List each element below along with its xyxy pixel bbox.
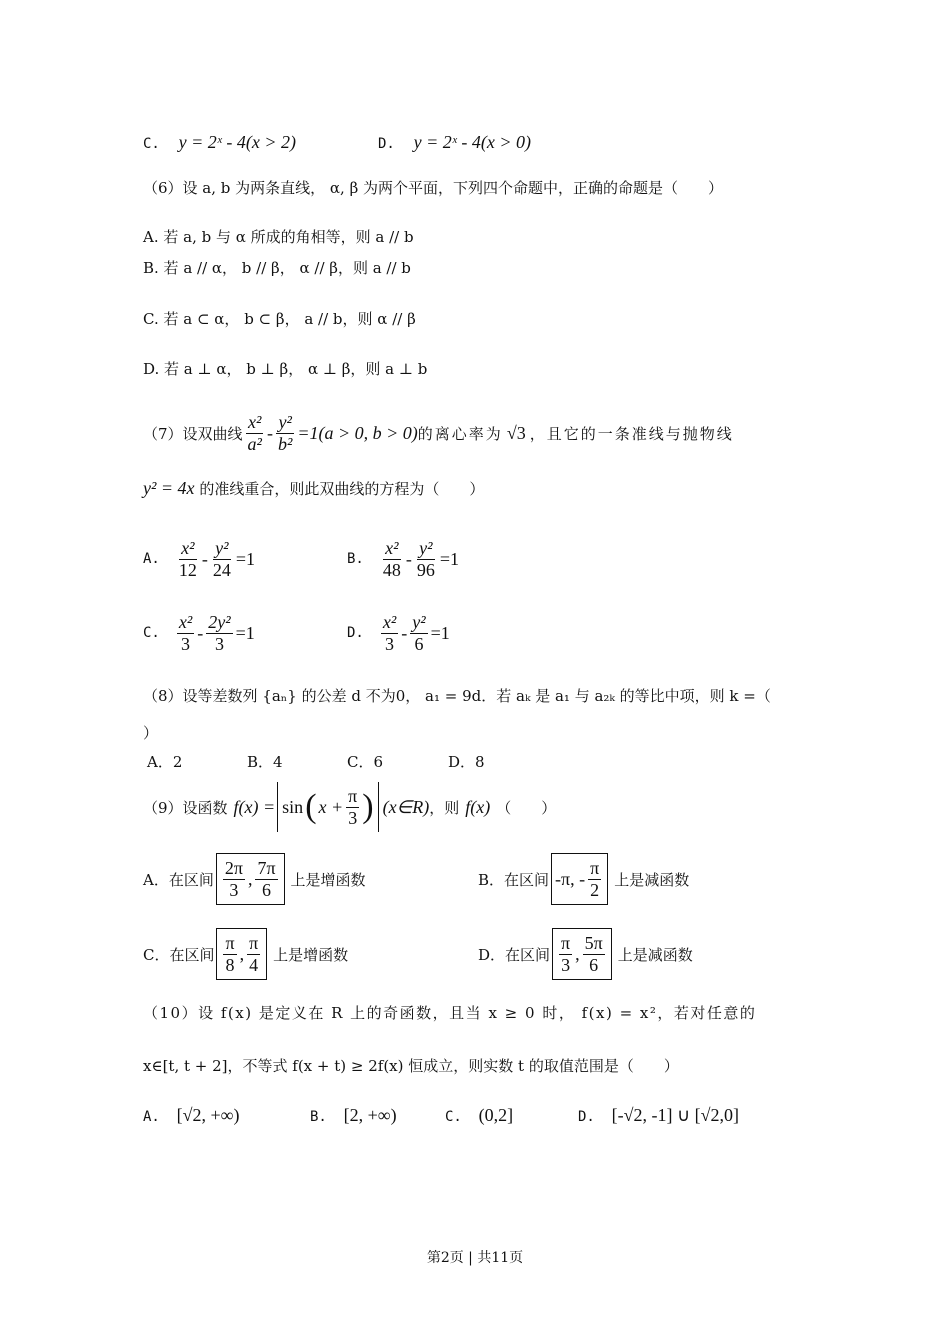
q8-option-d: D．8 <box>448 753 485 771</box>
numerator: y² <box>215 538 229 558</box>
fraction <box>381 538 403 580</box>
fraction <box>415 538 437 580</box>
fraction <box>255 858 277 900</box>
option-label: B．在区间 <box>478 870 550 889</box>
denominator: 2 <box>590 879 600 900</box>
minus-sign: - <box>201 548 208 569</box>
denominator: 3 <box>348 807 358 828</box>
q8-option-c: C．6 <box>347 753 384 771</box>
denominator: 4 <box>249 954 259 975</box>
numerator: x² <box>382 612 397 632</box>
numerator: x² <box>178 612 193 632</box>
numerator: π <box>561 932 571 953</box>
fraction <box>346 786 359 828</box>
denominator: 3 <box>385 633 395 654</box>
sin-label: sin <box>282 796 304 817</box>
fraction <box>410 612 427 654</box>
q7-stem-suffix: ，且它的一条准线与抛物线 <box>529 424 734 443</box>
fraction <box>588 858 601 900</box>
denominator: 6 <box>414 633 424 654</box>
option-label: C．在区间 <box>143 945 215 964</box>
option-expression: y = 2ˣ - 4(x > 2) <box>178 132 296 152</box>
q7-fraction-y <box>276 412 294 454</box>
option-label: B. <box>310 1109 327 1125</box>
minus-sign: - <box>266 422 273 443</box>
option-label: D．在区间 <box>478 945 551 964</box>
q9-then: ，则 <box>429 798 460 817</box>
option-tail: 上是减函数 <box>617 945 693 964</box>
q7-option-b <box>347 538 459 580</box>
q8-option-a: A．2 <box>147 753 183 771</box>
fraction <box>223 858 245 900</box>
numerator: 5π <box>584 932 603 953</box>
q8-stem: （8）设等差数列 {aₙ} 的公差 d 不为0， a₁ = 9d．若 aₖ 是 a₁ 与 a₂ₖ 的等比中项，则 k =（ <box>143 687 771 705</box>
numerator: 2π <box>224 857 243 878</box>
equals-one: =1 <box>430 622 450 643</box>
denominator: 8 <box>225 954 235 975</box>
q10-option-b <box>310 1105 397 1126</box>
q5-option-d <box>378 132 531 153</box>
left-paren: ( <box>305 788 317 825</box>
denominator: 48 <box>382 559 401 580</box>
option-label: D. <box>578 1109 595 1125</box>
comma: , <box>239 943 245 964</box>
q9-option-a <box>143 852 366 906</box>
numerator: π <box>590 857 600 878</box>
page-footer: 第2页 | 共11页 <box>426 1250 524 1266</box>
numerator: π <box>249 932 259 953</box>
q9-option-c <box>143 927 348 981</box>
numerator: π <box>225 932 235 953</box>
numerator: y² <box>278 411 292 432</box>
option-label: C. <box>143 625 160 642</box>
denominator: b² <box>277 433 293 454</box>
comma: , <box>575 943 580 964</box>
q8-stem-close: ） <box>143 724 159 742</box>
option-tail: 上是减函数 <box>614 870 690 889</box>
q9-option-d <box>478 927 693 981</box>
minus-sign: - <box>197 622 204 643</box>
numerator: x² <box>248 411 262 432</box>
closed-interval <box>216 853 285 905</box>
x-plus: x + <box>318 796 344 817</box>
q7-stem <box>143 408 734 458</box>
denominator: 24 <box>212 559 231 580</box>
numerator: y² <box>419 538 433 558</box>
minus-sign: - <box>405 548 412 569</box>
q6-option-d: D. 若 a ⊥ α， b ⊥ β， α ⊥ β，则 a ⊥ b <box>143 360 428 378</box>
denominator: 3 <box>561 954 571 975</box>
fraction <box>211 538 233 580</box>
denominator: 6 <box>261 879 271 900</box>
sqrt-three: √3 <box>506 422 526 443</box>
numerator: x² <box>385 538 399 558</box>
denominator: 3 <box>229 879 239 900</box>
denominator: 3 <box>214 633 224 654</box>
q6-stem: （6）设 a, b 为两条直线， α, β 为两个平面，下列四个命题中，正确的命题是（ ） <box>143 179 724 197</box>
answer-blank: （ ） <box>496 798 557 817</box>
option-label: C. <box>445 1109 462 1125</box>
closed-interval <box>552 928 612 980</box>
option-label: A. <box>143 1109 160 1125</box>
denominator: 3 <box>181 633 191 654</box>
option-label: C. <box>143 136 160 152</box>
equals-one: =1 <box>439 548 460 569</box>
denominator: 12 <box>178 559 197 580</box>
q7-option-d <box>347 612 450 654</box>
denominator: 96 <box>416 559 435 580</box>
q10-option-a <box>143 1105 240 1126</box>
option-label: B. <box>347 551 364 568</box>
closed-interval <box>216 928 267 980</box>
option-expression: y = 2ˣ - 4(x > 0) <box>413 132 531 152</box>
q5-option-c <box>143 132 296 153</box>
denominator: 6 <box>589 954 599 975</box>
option-expression: [2, +∞) <box>343 1105 397 1125</box>
comma: , <box>247 868 253 889</box>
q6-option-c: C. 若 a ⊂ α， b ⊂ β， a // b，则 α // β <box>143 310 416 328</box>
interval-lead: -π, - <box>555 868 586 889</box>
fraction <box>583 933 605 975</box>
option-expression: [√2, +∞) <box>176 1105 240 1125</box>
q7-fraction-x <box>246 412 264 454</box>
function-ref: f(x) <box>465 796 491 817</box>
equals-one: =1 <box>235 622 255 643</box>
numerator: 7π <box>257 857 276 878</box>
q7-stem-line2 <box>143 478 484 499</box>
equals-one: =1 <box>235 548 256 569</box>
fraction <box>247 933 260 975</box>
option-expression: [-√2, -1] ∪ [√2,0] <box>611 1105 740 1125</box>
q9-option-b <box>478 852 689 906</box>
q7-option-a <box>143 538 255 580</box>
minus-sign: - <box>401 622 408 643</box>
closed-interval <box>551 853 608 905</box>
fraction <box>223 933 236 975</box>
q9-stem-prefix: （9）设函数 <box>143 798 228 817</box>
q6-option-b: B. 若 a // α， b // β， α // β，则 a // b <box>143 259 411 277</box>
fraction <box>177 612 194 654</box>
numerator: y² <box>412 612 426 632</box>
q10-stem-line2: x∈[t, t + 2]，不等式 f(x + t) ≥ 2f(x) 恒成立，则实数 t 的取值范围是（ ） <box>143 1057 679 1075</box>
option-label: D. <box>347 625 364 642</box>
fraction <box>177 538 199 580</box>
numerator: 2y² <box>208 612 231 632</box>
q7-stem-line2-text: 的准线重合，则此双曲线的方程为（ ） <box>199 480 485 498</box>
domain: (x∈R) <box>382 796 430 817</box>
q10-stem-line1: （10）设 f(x) 是定义在 R 上的奇函数，且当 x ≥ 0 时， f(x) = x²，若对任意的 <box>143 1004 757 1022</box>
q7-stem-mid: 的离心率为 <box>417 424 503 443</box>
abs-bracket <box>277 782 378 832</box>
q7-condition: =1(a > 0, b > 0) <box>297 422 418 443</box>
fraction <box>381 612 398 654</box>
denominator: a² <box>247 433 262 454</box>
q10-option-d <box>578 1105 739 1126</box>
numerator: x² <box>181 538 195 558</box>
parabola-equation: y² = 4x <box>143 478 195 498</box>
fraction <box>206 612 232 654</box>
q8-option-b: B．4 <box>247 753 283 771</box>
option-tail: 上是增函数 <box>290 870 366 889</box>
numerator: π <box>348 785 358 806</box>
option-label: A. <box>143 551 160 568</box>
right-paren: ) <box>362 788 374 825</box>
q10-option-c <box>445 1105 513 1126</box>
option-label: A．在区间 <box>143 870 214 889</box>
q7-stem-prefix: （7）设双曲线 <box>143 424 243 443</box>
q7-option-c <box>143 612 255 654</box>
option-label: D. <box>378 136 395 152</box>
option-tail: 上是增函数 <box>273 945 349 964</box>
q9-stem <box>143 780 556 834</box>
q6-option-a: A. 若 a, b 与 α 所成的角相等，则 a // b <box>143 228 414 246</box>
function-name: f(x) = <box>233 796 276 817</box>
option-expression: (0,2] <box>478 1105 514 1125</box>
fraction <box>559 933 572 975</box>
